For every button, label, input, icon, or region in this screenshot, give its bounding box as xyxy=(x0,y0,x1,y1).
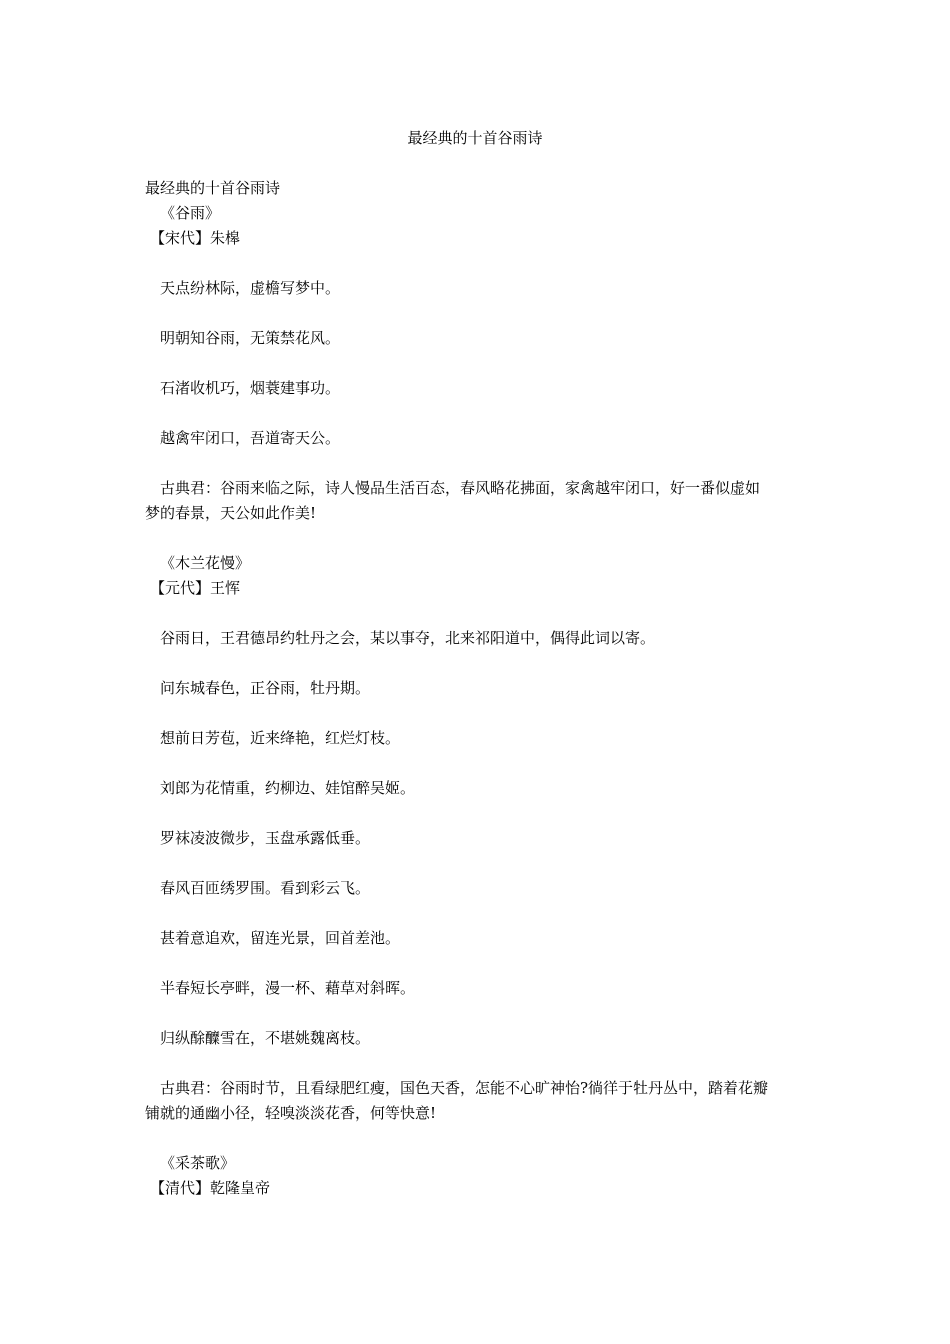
poem2-commentary-cont: 铺就的通幽小径，轻嗅淡淡花香，何等快意! xyxy=(145,1104,437,1122)
poem2-line: 归纵酴醾雪在，不堪姚魏离枝。 xyxy=(160,1029,371,1047)
poem2-commentary: 古典君：谷雨时节，且看绿肥红瘦，国色天香，怎能不心旷神怡?徜徉于牡丹丛中，踏着花瓣 xyxy=(160,1079,769,1097)
poem1-line: 越禽牢闭口，吾道寄天公。 xyxy=(160,429,341,447)
poem2-line: 罗袜凌波微步，玉盘承露低垂。 xyxy=(160,829,371,847)
poem1-dynasty-author: 【宋代】朱槔 xyxy=(150,229,241,247)
poem2-line: 想前日芳苞，近来绛艳，红烂灯枝。 xyxy=(160,729,401,747)
poem3-title: 《采茶歌》 xyxy=(160,1154,236,1172)
poem1-line: 明朝知谷雨，无策禁花风。 xyxy=(160,329,341,347)
poem1-line: 石渚收机巧，烟蓑建事功。 xyxy=(160,379,341,397)
poem2-line: 半春短长亭畔，漫一杯、藉草对斜晖。 xyxy=(160,979,416,997)
document-heading: 最经典的十首谷雨诗 xyxy=(145,179,281,197)
poem2-line: 甚着意追欢，留连光景，回首差池。 xyxy=(160,929,401,947)
poem2-line: 问东城春色，正谷雨，牡丹期。 xyxy=(160,679,371,697)
document-title: 最经典的十首谷雨诗 xyxy=(407,129,543,147)
poem2-preface: 谷雨日，王君德昂约牡丹之会，某以事夺，北来祁阳道中，偶得此词以寄。 xyxy=(160,629,656,647)
poem3-dynasty-author: 【清代】乾隆皇帝 xyxy=(150,1179,271,1197)
poem1-line: 天点纷林际，虚檐写梦中。 xyxy=(160,279,341,297)
poem2-line: 春风百匝绣罗围。看到彩云飞。 xyxy=(160,879,371,897)
poem1-title: 《谷雨》 xyxy=(160,204,221,222)
poem2-line: 刘郎为花情重，约柳边、娃馆醉吴姬。 xyxy=(160,779,416,797)
poem2-title: 《木兰花慢》 xyxy=(160,554,251,572)
poem2-dynasty-author: 【元代】王恽 xyxy=(150,579,241,597)
poem1-commentary-cont: 梦的春景，天公如此作美! xyxy=(145,504,317,522)
poem1-commentary: 古典君：谷雨来临之际，诗人慢品生活百态，春风略花拂面，家禽越牢闭口，好一番似虚如 xyxy=(160,479,761,497)
